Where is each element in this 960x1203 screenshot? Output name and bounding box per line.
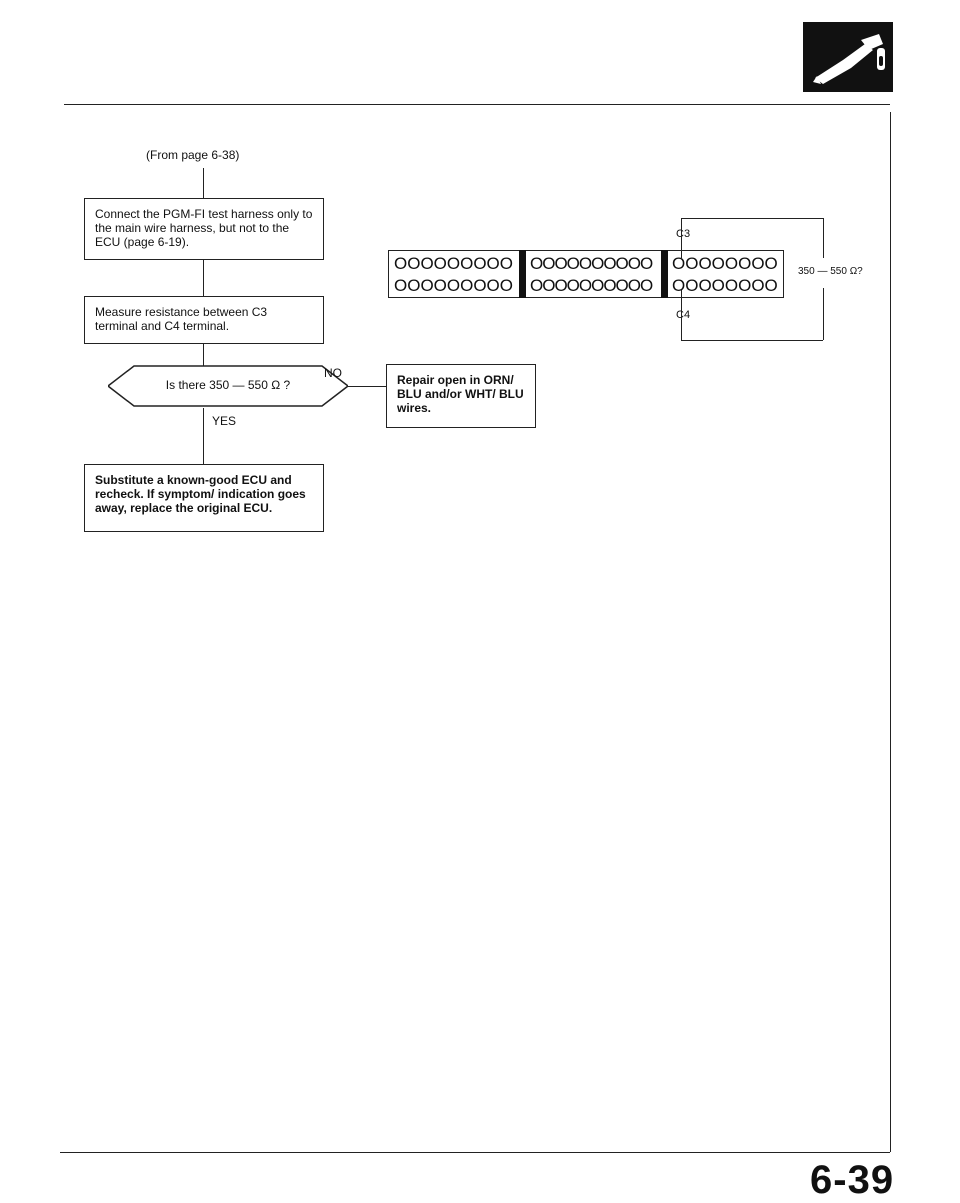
yes-branch-connector [203,408,204,464]
no-branch-connector [348,386,386,387]
c4-lead [681,290,682,340]
pin-row: OOOOOOOOOO [530,276,653,295]
terminal-c3-label: C3 [676,228,691,240]
pin-row: OOOOOOOOO [394,276,514,295]
connector-divider [661,250,668,298]
top-rule [64,104,890,105]
meter-lead [823,218,824,258]
c3-lead [681,218,823,219]
yes-branch-label: YES [212,414,237,428]
result-repair-open: Repair open in ORN/ BLU and/or WHT/ BLU wires. [386,364,536,428]
meter-lead [823,288,824,340]
decision-question: Is there 350 — 550 Ω ? [165,378,291,392]
fuel-injection-section-icon [803,22,893,92]
pin-row: OOOOOOOO [672,276,778,295]
c3-lead [681,218,682,258]
result-substitute-ecu: Substitute a known-good ECU and recheck. If symptom/ indication goes away, replace the original ECU. [84,464,324,532]
step-measure-resistance: Measure resistance between C3 terminal and C4 terminal. [84,296,324,344]
step-connect-harness: Connect the PGM-FI test harness only to the main wire harness, but not to the ECU (page 6-19). [84,198,324,260]
flow-connector [203,344,204,366]
c4-lead [681,340,823,341]
page-number: 6-39 [810,1158,895,1202]
no-branch-label: NO [324,366,342,380]
pin-row: OOOOOOOOOO [530,254,653,273]
pin-row: OOOOOOOOO [394,254,514,273]
from-page-note: (From page 6-38) [146,148,240,162]
bottom-rule [60,1152,890,1153]
connector-divider [519,250,526,298]
flow-connector [203,260,204,296]
terminal-c4-label: C4 [676,309,691,321]
flow-connector [203,168,204,198]
right-rule [890,112,891,1152]
pin-row: OOOOOOOO [672,254,778,273]
ohmmeter-reading-label: 350 — 550 Ω? [798,266,863,277]
